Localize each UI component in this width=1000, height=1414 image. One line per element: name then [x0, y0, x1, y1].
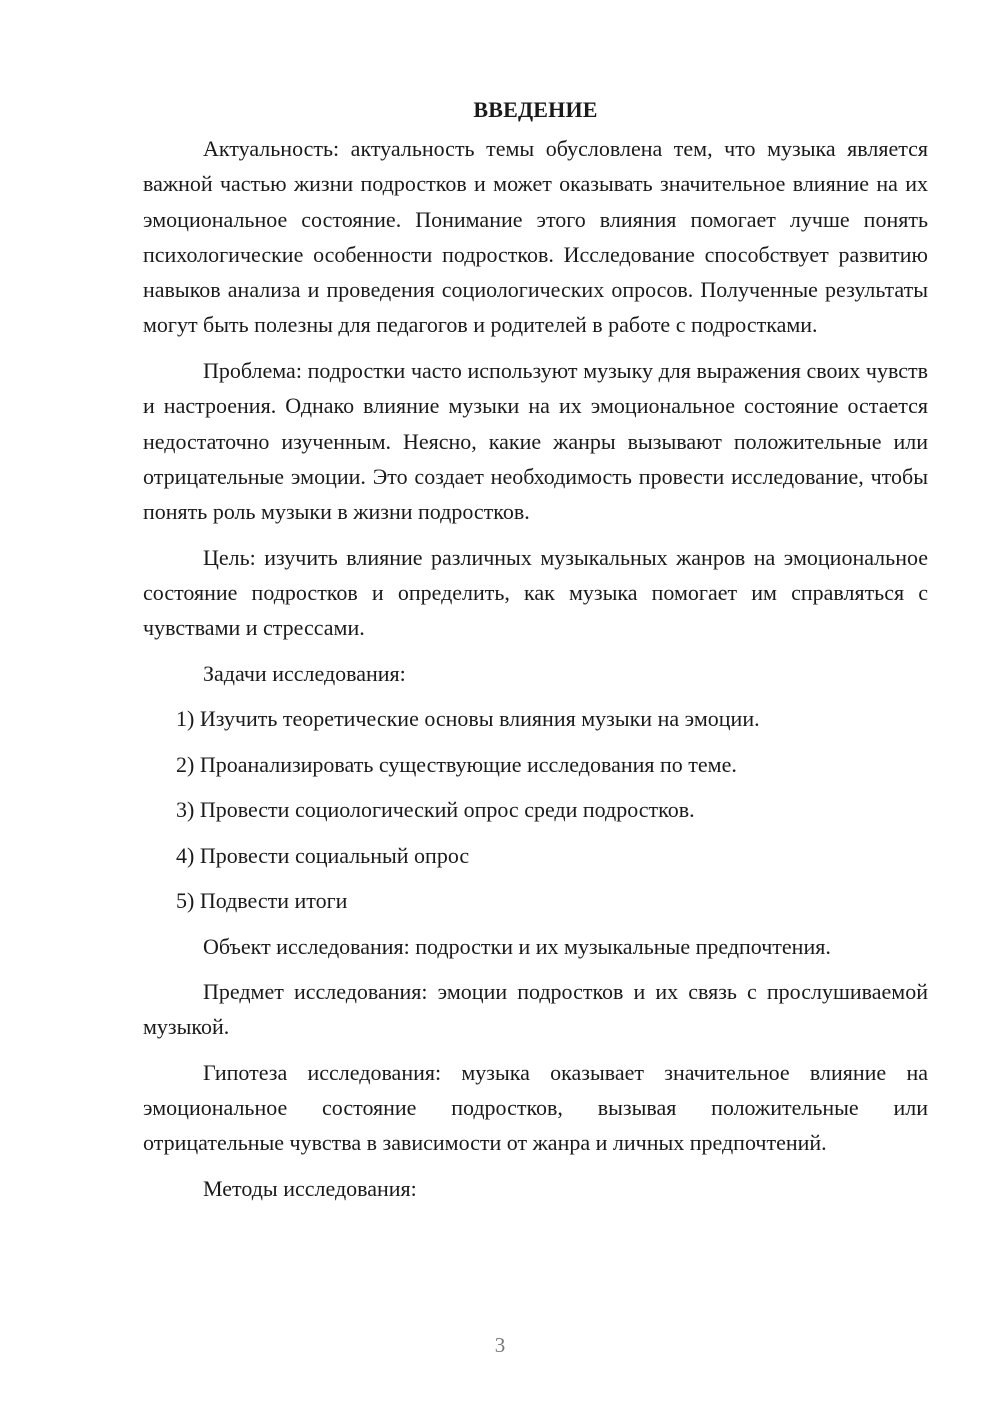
- paragraph-problem: Проблема: подростки часто используют музыку для выражения своих чувств и настроения. Однако влияние музыки на их эмоциональное состояние остается недостаточно изученным. Неясно, какие жанры вызывают положительные или отрицательные эмоции. Это создает необходимость провести исследование, чтобы понять роль музыки в жизни подростков.: [143, 357, 928, 525]
- list-item: 4) Провести социальный опрос: [176, 842, 470, 868]
- tasks-list: [143, 701, 928, 918]
- page-number: 3: [494, 1333, 506, 1357]
- list-item: 1) Изучить теоретические основы влияния музыки на эмоции.: [176, 706, 760, 732]
- page-title: ВВЕДЕНИЕ: [473, 97, 598, 122]
- paragraph-subject: Предмет исследования: эмоции подростков и их связь с прослушиваемой музыкой.: [143, 979, 928, 1040]
- document-page: [143, 92, 928, 1216]
- paragraph-relevance: Актуальность: актуальность темы обусловлена тем, что музыка является важной частью жизни подростков и может оказывать значительное влияние на их эмоциональное состояние. Понимание этого влияния помогает лучше понять психологические особенности подростков. Исследование способствует развитию навыков анализа и проведения социологических опросов. Полученные результаты могут быть полезны для педагогов и родителей в работе с подростками.: [143, 136, 928, 338]
- paragraph-hypothesis: Гипотеза исследования: музыка оказывает значительное влияние на эмоциональное состояние подростков, вызывая положительные или отрицательные чувства в зависимости от жанра и личных предпочтений.: [143, 1059, 928, 1156]
- paragraph-goal: Цель: изучить влияние различных музыкальных жанров на эмоциональное состояние подростков и определить, как музыка помогает им справляться с чувствами и стрессами.: [143, 544, 928, 641]
- methods-title: Методы исследования:: [203, 1175, 417, 1201]
- list-item: 3) Провести социологический опрос среди подростков.: [176, 797, 695, 823]
- list-item: 2) Проанализировать существующие исследования по теме.: [176, 751, 737, 777]
- list-item: 5) Подвести итоги: [176, 888, 348, 914]
- paragraph-object: Объект исследования: подростки и их музыкальные предпочтения.: [203, 933, 831, 959]
- tasks-title: Задачи исследования:: [203, 660, 406, 686]
